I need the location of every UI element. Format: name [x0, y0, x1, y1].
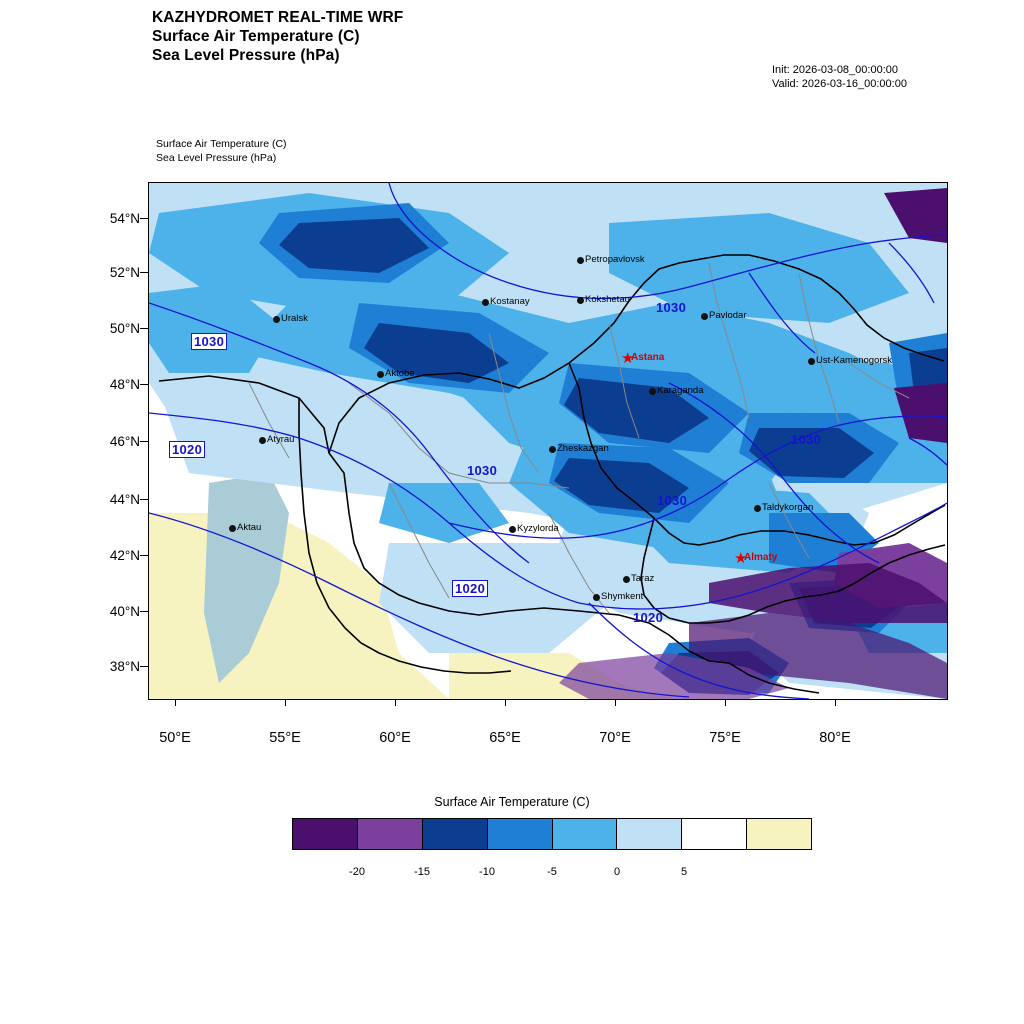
- isobar-label-1020-west: 1020: [169, 441, 205, 458]
- colorbar-swatch-1: [358, 819, 423, 849]
- colorbar-tick-minus15: -15: [414, 866, 430, 878]
- colorbar-swatch-0: [293, 819, 358, 849]
- y-tick: [140, 384, 148, 385]
- y-axis-label-44N: 44°N: [109, 492, 140, 507]
- x-axis-label-50E: 50°E: [159, 730, 191, 746]
- y-tick: [140, 218, 148, 219]
- city-label: Taraz: [631, 573, 655, 584]
- y-axis-label-50N: 50°N: [109, 321, 140, 336]
- y-axis-label-46N: 46°N: [109, 434, 140, 449]
- y-axis-label-38N: 38°N: [109, 659, 140, 674]
- city-dot: [593, 594, 600, 601]
- city-label: Zheskazgan: [557, 443, 609, 454]
- y-tick: [140, 555, 148, 556]
- y-tick: [140, 666, 148, 667]
- colorbar-tick-minus20: -20: [349, 866, 365, 878]
- y-axis-label-48N: 48°N: [109, 377, 140, 392]
- isobar-label-1030-center: 1030: [467, 463, 498, 478]
- city-dot: [623, 576, 630, 583]
- y-axis-label-52N: 52°N: [109, 265, 140, 280]
- isobar-label-1030-west: 1030: [191, 333, 227, 350]
- y-axis-label-40N: 40°N: [109, 604, 140, 619]
- city-dot: [649, 388, 656, 395]
- colorbar-swatch-3: [488, 819, 553, 849]
- x-axis-label-65E: 65°E: [489, 730, 521, 746]
- y-tick: [140, 441, 148, 442]
- city-dot: [482, 299, 489, 306]
- y-tick: [140, 499, 148, 500]
- city-label: Kokshetau: [585, 294, 630, 305]
- valid-time: Valid: 2026-03-16_00:00:00: [772, 78, 907, 90]
- city-dot: [577, 257, 584, 264]
- title-line-3: Sea Level Pressure (hPa): [152, 47, 340, 64]
- title-line-1: KAZHYDROMET REAL-TIME WRF: [152, 9, 404, 26]
- city-label: Astana: [631, 352, 665, 363]
- colorbar: [292, 818, 812, 850]
- panel-caption-line-1: Surface Air Temperature (C): [156, 138, 287, 150]
- star-icon: ★: [734, 550, 748, 567]
- city-label: Almaty: [744, 552, 778, 563]
- city-label: Atyrau: [267, 434, 295, 445]
- city-dot: [259, 437, 266, 444]
- city-label: Aktobe: [385, 368, 415, 379]
- colorbar-ticks: [292, 866, 810, 882]
- isobar-label-1020-southeast: 1020: [633, 610, 664, 625]
- colorbar-swatch-2: [423, 819, 488, 849]
- y-tick: [140, 611, 148, 612]
- colorbar-tick-5: 5: [680, 866, 688, 878]
- y-axis-label-54N: 54°N: [109, 211, 140, 226]
- city-label: Petropavlovsk: [585, 254, 645, 265]
- city-dot: [509, 526, 516, 533]
- x-axis-label-55E: 55°E: [269, 730, 301, 746]
- colorbar-swatch-7: [747, 819, 811, 849]
- panel-caption-line-2: Sea Level Pressure (hPa): [156, 152, 277, 164]
- city-label: Shymkent: [601, 591, 644, 602]
- isobar-label-1020-south: 1020: [452, 580, 488, 597]
- city-dot: [577, 297, 584, 304]
- city-label: Ust-Kamenogorsk: [816, 355, 893, 366]
- city-dot: [808, 358, 815, 365]
- y-tick: [140, 272, 148, 273]
- city-label: Karaganda: [657, 385, 704, 396]
- star-icon: ★: [621, 350, 635, 367]
- colorbar-swatch-6: [682, 819, 747, 849]
- colorbar-title: Surface Air Temperature (C): [434, 795, 590, 809]
- city-dot: [273, 316, 280, 323]
- colorbar-tick-minus5: -5: [547, 866, 557, 878]
- city-label: Kostanay: [490, 296, 530, 307]
- x-axis-label-60E: 60°E: [379, 730, 411, 746]
- city-dot: [377, 371, 384, 378]
- colorbar-swatch-5: [617, 819, 682, 849]
- title-block: [152, 8, 403, 65]
- isobar-label-1030-far-east: 1030: [791, 432, 822, 447]
- x-axis-label-75E: 75°E: [709, 730, 741, 746]
- city-label: Aktau: [237, 522, 262, 533]
- isobar-label-1030-east: 1030: [657, 493, 688, 508]
- title-line-2: Surface Air Temperature (C): [152, 28, 360, 45]
- y-axis-label-42N: 42°N: [109, 548, 140, 563]
- colorbar-tick-0: 0: [613, 866, 621, 878]
- city-dot: [701, 313, 708, 320]
- isobar-label-1030-north: 1030: [656, 300, 687, 315]
- colorbar-swatch-4: [553, 819, 618, 849]
- city-dot: [549, 446, 556, 453]
- x-axis-label-70E: 70°E: [599, 730, 631, 746]
- city-label: Uralsk: [281, 313, 308, 324]
- colorbar-tick-minus10: -10: [479, 866, 495, 878]
- run-info: [772, 63, 907, 91]
- city-dot: [229, 525, 236, 532]
- city-dot: [754, 505, 761, 512]
- init-time: Init: 2026-03-08_00:00:00: [772, 64, 898, 76]
- y-tick: [140, 328, 148, 329]
- map-panel[interactable]: [148, 182, 948, 700]
- x-axis-label-80E: 80°E: [819, 730, 851, 746]
- city-label: Pavlodar: [709, 310, 747, 321]
- city-label: Taldykorgan: [762, 502, 814, 513]
- city-label: Kyzylorda: [517, 523, 559, 534]
